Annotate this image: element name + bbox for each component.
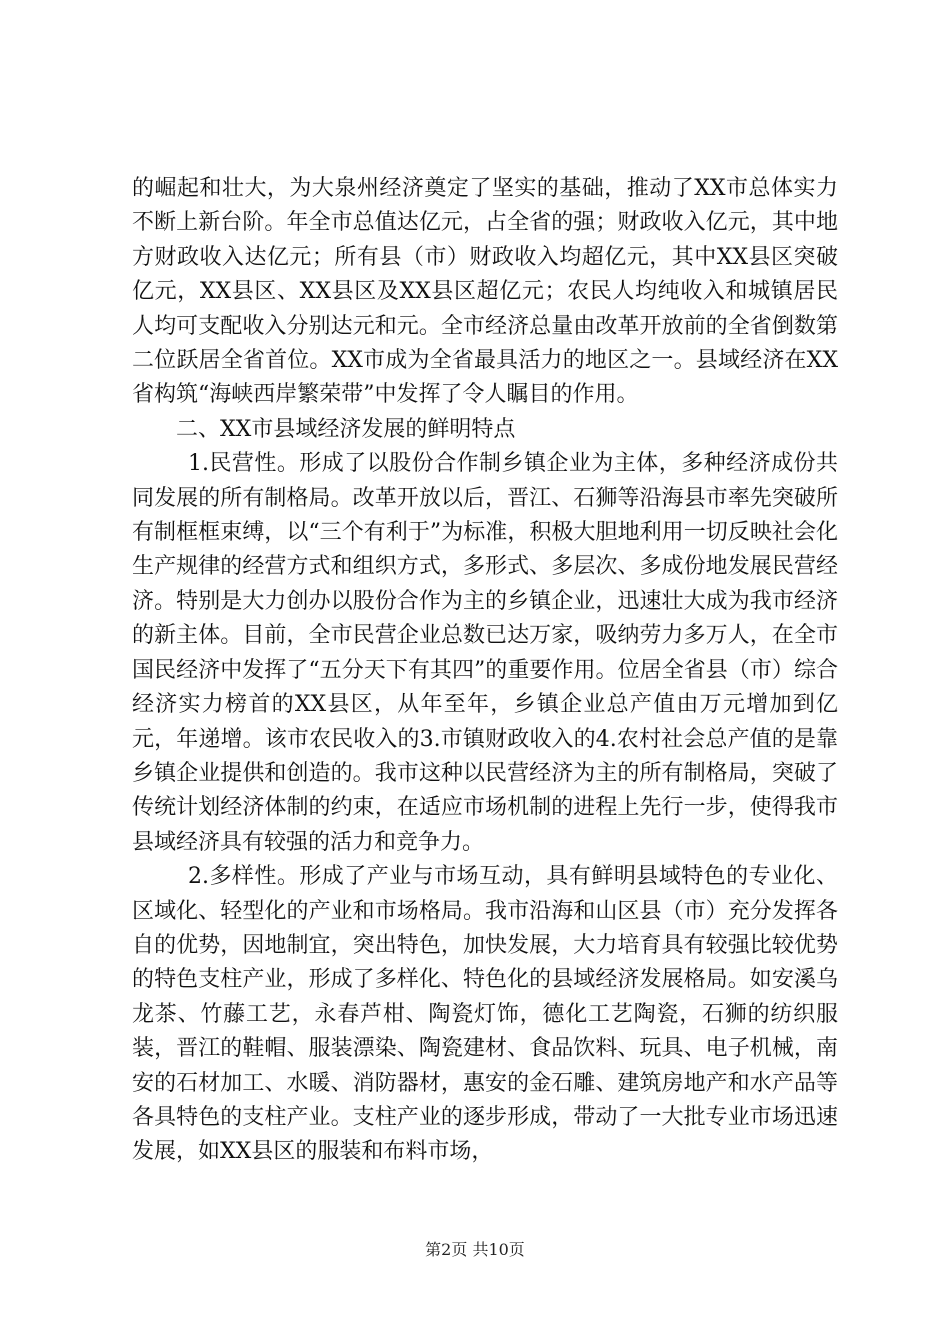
paragraph-intro: 的崛起和壮大，为大泉州经济奠定了坚实的基础，推动了XX市总体实力不断上新台阶。年全市总值达亿元，占全省的强；财政收入亿元，其中地方财政收入达亿元；所有县（市）财政收入均超亿元，其中XX县区突破亿元，XX县区、XX县区及XX县区超亿元；农民人均纯收入和城镇居民人均可支配收入分别达元和元。全市经济总量由改革开放前的全省倒数第二位跃居全省首位。XX市成为全省最具活力的地区之一。县域经济在XX省构筑“海峡西岸繁荣带”中发挥了令人瞩目的作用。 bbox=[132, 176, 838, 408]
section-heading: 二、XX市县域经济发展的鲜明特点 bbox=[176, 416, 516, 442]
paragraph-diversity: 2.多样性。形成了产业与市场互动，具有鲜明县域特色的专业化、区域化、轻型化的产业和市场格局。我市沿海和山区县（市）充分发挥各自的优势，因地制宜，突出特色，加快发展，大力培育具有较强比较优势的特色支柱产业，形成了多样化、特色化的县域经济发展格局。如安溪乌龙茶、竹藤工艺，永春芦柑、陶瓷灯饰，德化工艺陶瓷，石狮的纺织服装，晋江的鞋帽、服装漂染、陶瓷建材、食品饮料、玩具、电子机械，南安的石材加工、水暖、消防器材，惠安的金石雕、建筑房地产和水产品等各具特色的支柱产业。支柱产业的逐步形成，带动了一大批专业市场迅速发展，如XX县区的服装和布料市场， bbox=[132, 864, 838, 1165]
paragraph-private-economy: 1.民营性。形成了以股份合作制乡镇企业为主体，多种经济成份共同发展的所有制格局。改革开放以后，晋江、石狮等沿海县市率先突破所有制框框束缚，以“三个有利于”为标准，积极大胆地利用一切反映社会化生产规律的经营方式和组织方式，多形式、多层次、多成份地发展民营经济。特别是大力创办以股份合作为主的乡镇企业，迅速壮大成为我市经济的新主体。目前，全市民营企业总数已达万家，吸纳劳力多万人，在全市国民经济中发挥了“五分天下有其四”的重要作用。位居全省县（市）综合经济实力榜首的XX县区，从年至年，乡镇企业总产值由万元增加到亿元，年递增。该市农民收入的3.市镇财政收入的4.农村社会总产值的是靠乡镇企业提供和创造的。我市这种以民营经济为主的所有制格局，突破了传统计划经济体制的约束，在适应市场机制的进程上先行一步，使得我市县域经济具有较强的活力和竞争力。 bbox=[132, 451, 838, 855]
body-text bbox=[132, 172, 838, 1170]
page-footer: 第2页 共10页 bbox=[425, 1240, 525, 1259]
